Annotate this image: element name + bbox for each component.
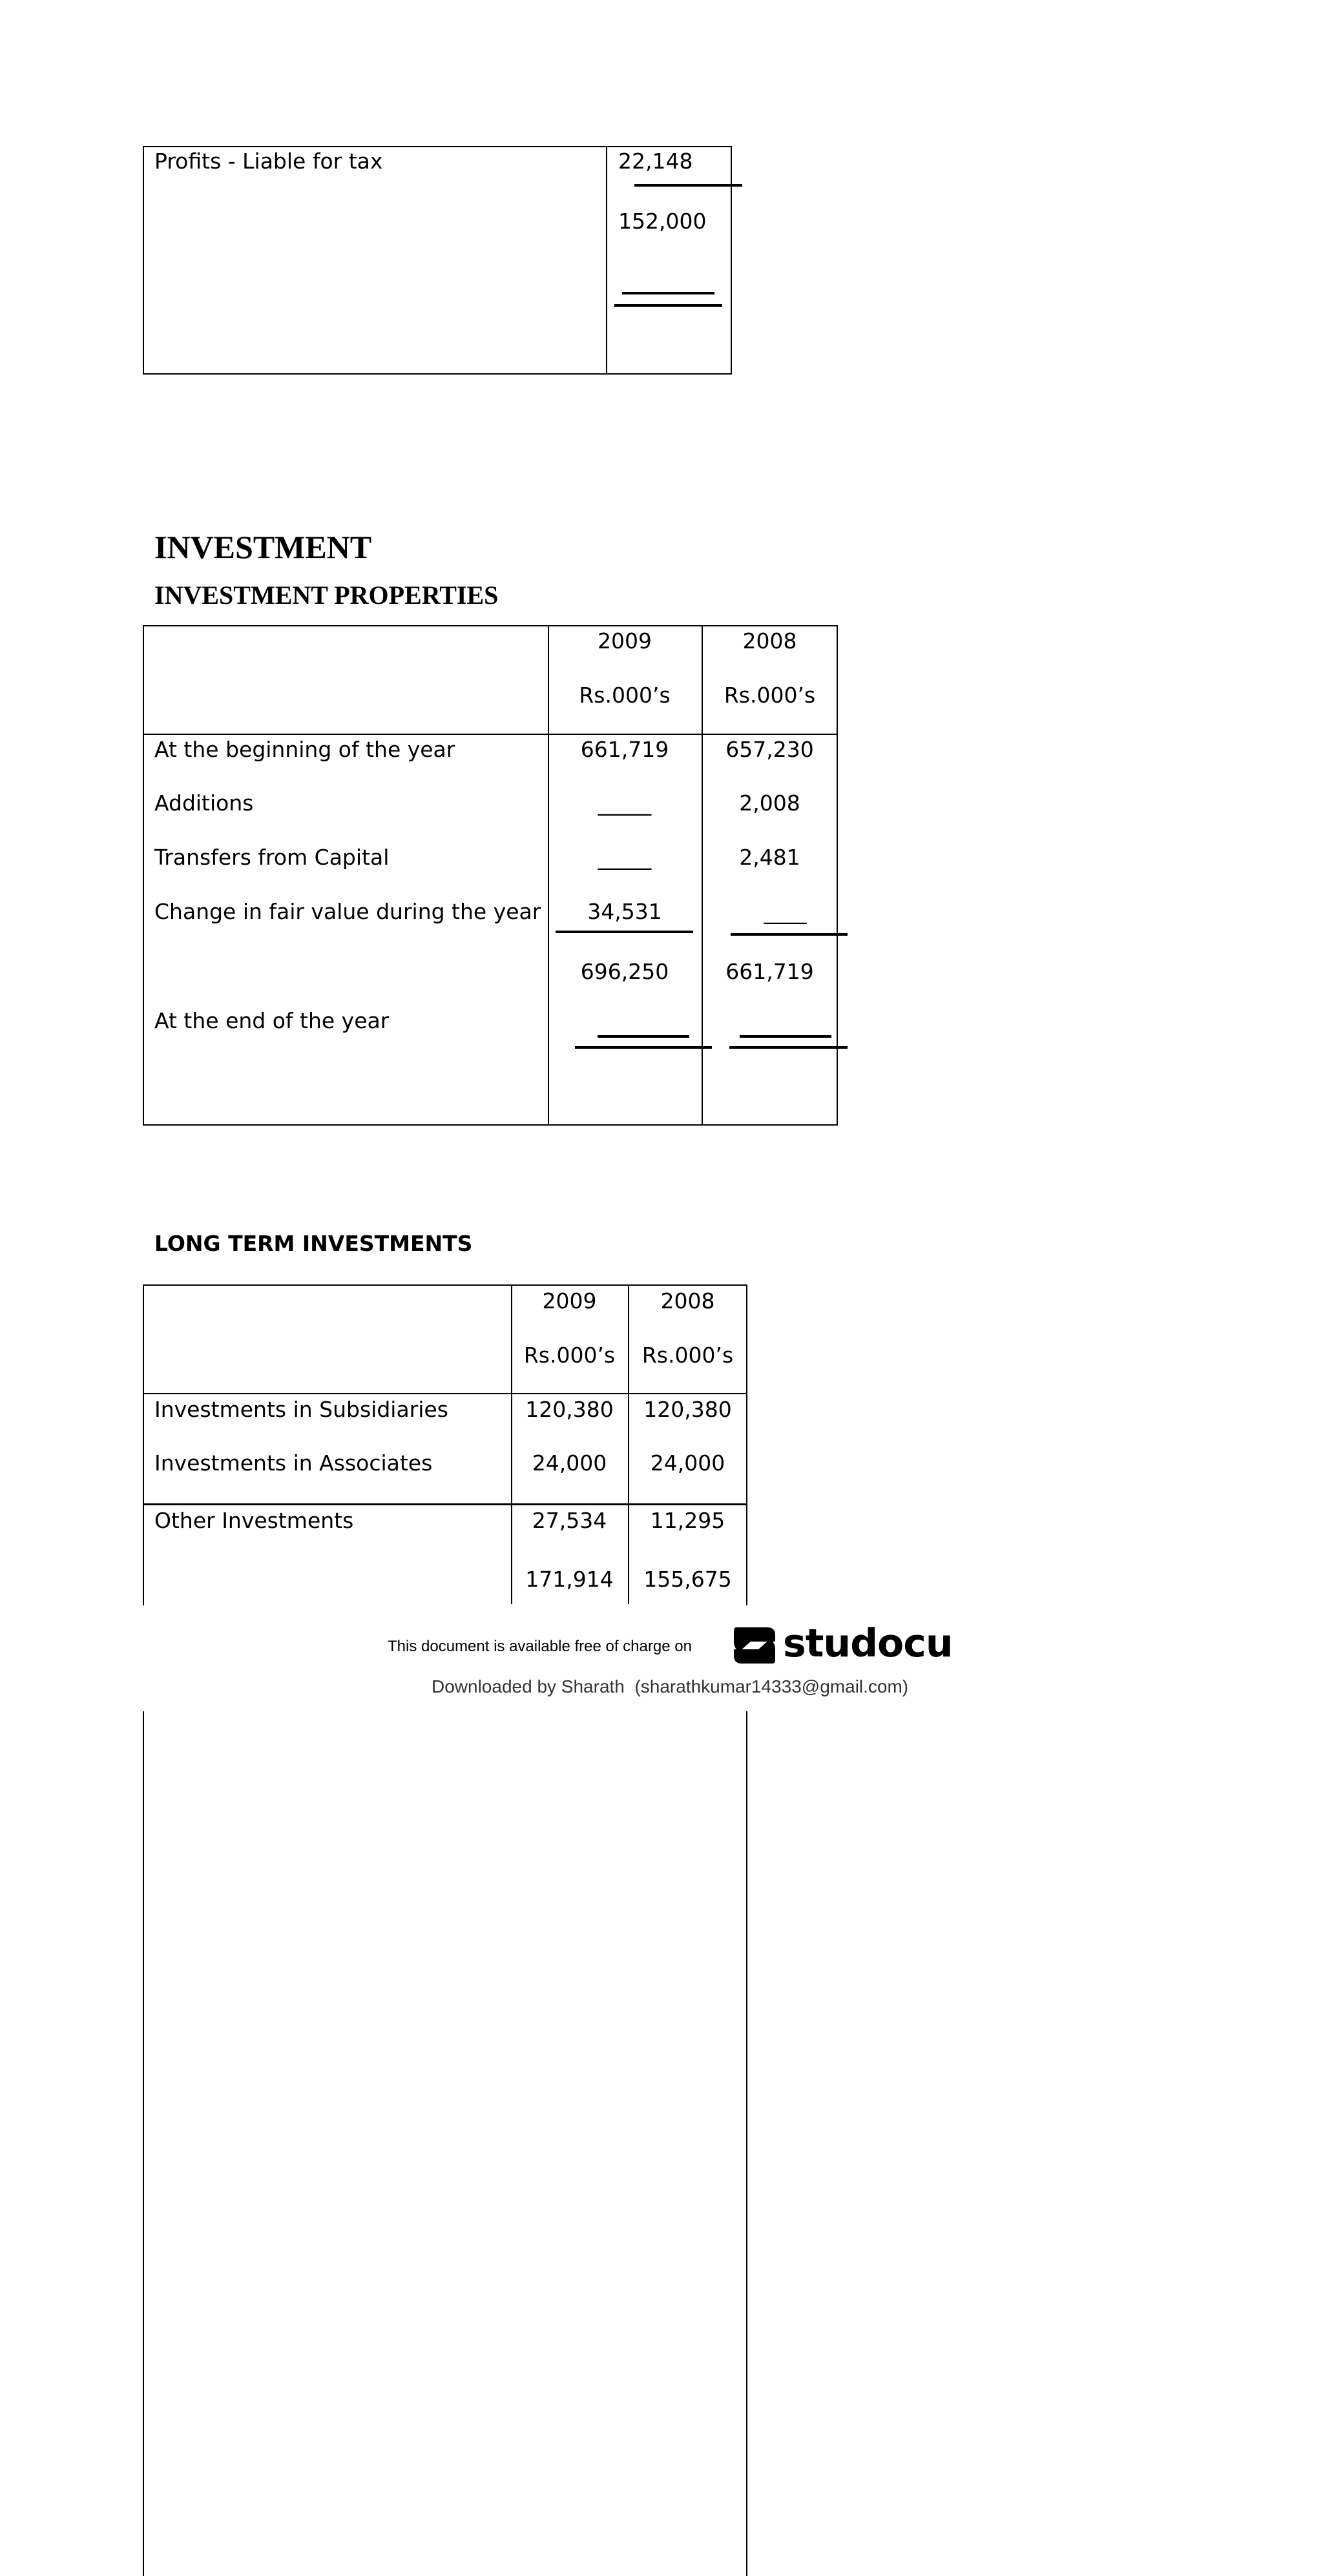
- long-term-row-value-2009: 27,534: [532, 1508, 607, 1533]
- long-term-total-2009: 171,914: [525, 1567, 614, 1592]
- investment-subtotal-rule-2009: [556, 931, 693, 933]
- studocu-wordmark: studocu: [783, 1621, 953, 1666]
- long-term-heading: LONG TERM INVESTMENTS: [154, 1231, 473, 1256]
- investment-header-separator: [143, 734, 838, 735]
- investment-col-unit-2008: Rs.000’s: [724, 683, 816, 708]
- long-term-row-value-2008: 120,380: [643, 1397, 732, 1422]
- long-term-col-unit-2009: Rs.000’s: [523, 1343, 616, 1368]
- tax-value-2: 152,000: [618, 209, 707, 234]
- studocu-logo-icon: [729, 1620, 780, 1671]
- long-term-total-2008: 155,675: [643, 1567, 732, 1592]
- investment-subtotal-2008: 661,719: [725, 959, 814, 984]
- investment-row-label: At the beginning of the year: [154, 737, 455, 762]
- tax-underline: [634, 184, 742, 187]
- investment-subtotal-rule-2008: [731, 933, 848, 936]
- tax-double-rule-bottom: [614, 304, 722, 307]
- long-term-row-value-2008: 24,000: [650, 1450, 725, 1476]
- tax-table-divider: [606, 146, 607, 375]
- long-term-row-separator: [143, 1503, 747, 1505]
- long-term-col-divider-2: [628, 1284, 629, 1604]
- long-term-row-value-2009: 24,000: [532, 1450, 607, 1476]
- investment-row-label: Transfers from Capital: [154, 845, 390, 870]
- long-term-row-label: Investments in Associates: [154, 1450, 433, 1476]
- long-term-row-value-2008: 11,295: [650, 1508, 725, 1533]
- tax-value-1: 22,148: [618, 149, 693, 174]
- tax-double-rule-top: [622, 292, 714, 294]
- investment-row-value-2009: _____: [598, 790, 652, 816]
- investment-properties-heading: INVESTMENT PROPERTIES: [154, 581, 499, 610]
- investment-row-value-2009: _____: [598, 845, 652, 870]
- investment-row-value-2009: 661,719: [580, 737, 669, 762]
- investment-end-label: At the end of the year: [154, 1008, 390, 1033]
- investment-end-rule-2009-top: [598, 1035, 689, 1038]
- investment-row-label: Additions: [154, 790, 254, 816]
- footer-downloaded-text: Downloaded by Sharath (sharathkumar14333@gmail.com): [432, 1676, 909, 1696]
- investment-col-unit-2009: Rs.000’s: [579, 683, 671, 708]
- footer-available-text: This document is available free of charge on: [388, 1638, 692, 1655]
- investment-row-value-2008: 2,481: [739, 845, 800, 870]
- investment-end-rule-2008-top: [740, 1035, 831, 1038]
- long-term-col-year-2009: 2009: [542, 1288, 597, 1314]
- investment-row-value-2008: 2,008: [739, 790, 800, 816]
- investment-col-year-2008: 2008: [742, 628, 797, 654]
- investment-col-year-2009: 2009: [598, 628, 652, 654]
- investment-heading: INVESTMENT: [154, 529, 372, 565]
- investment-end-rule-2008-bottom: [729, 1046, 848, 1049]
- tax-label: Profits - Liable for tax: [154, 149, 383, 174]
- investment-end-rule-2009-bottom: [575, 1046, 712, 1049]
- investment-row-value-2008: ____: [764, 899, 807, 924]
- investment-row-value-2008: 657,230: [725, 737, 814, 762]
- tax-table: [143, 146, 732, 375]
- long-term-col-year-2008: 2008: [660, 1288, 715, 1314]
- investment-row-value-2009: 34,531: [587, 899, 662, 924]
- investment-subtotal-2009: 696,250: [580, 959, 669, 984]
- long-term-row-label: Other Investments: [154, 1508, 354, 1533]
- long-term-header-separator: [143, 1393, 747, 1394]
- long-term-col-unit-2008: Rs.000’s: [641, 1343, 734, 1368]
- long-term-col-divider-1: [511, 1284, 512, 1604]
- long-term-table: [143, 1284, 747, 2576]
- long-term-row-value-2009: 120,380: [525, 1397, 614, 1422]
- long-term-row-label: Investments in Subsidiaries: [154, 1397, 448, 1422]
- studocu-logo[interactable]: [729, 1620, 953, 1671]
- investment-row-label: Change in fair value during the year: [154, 899, 541, 924]
